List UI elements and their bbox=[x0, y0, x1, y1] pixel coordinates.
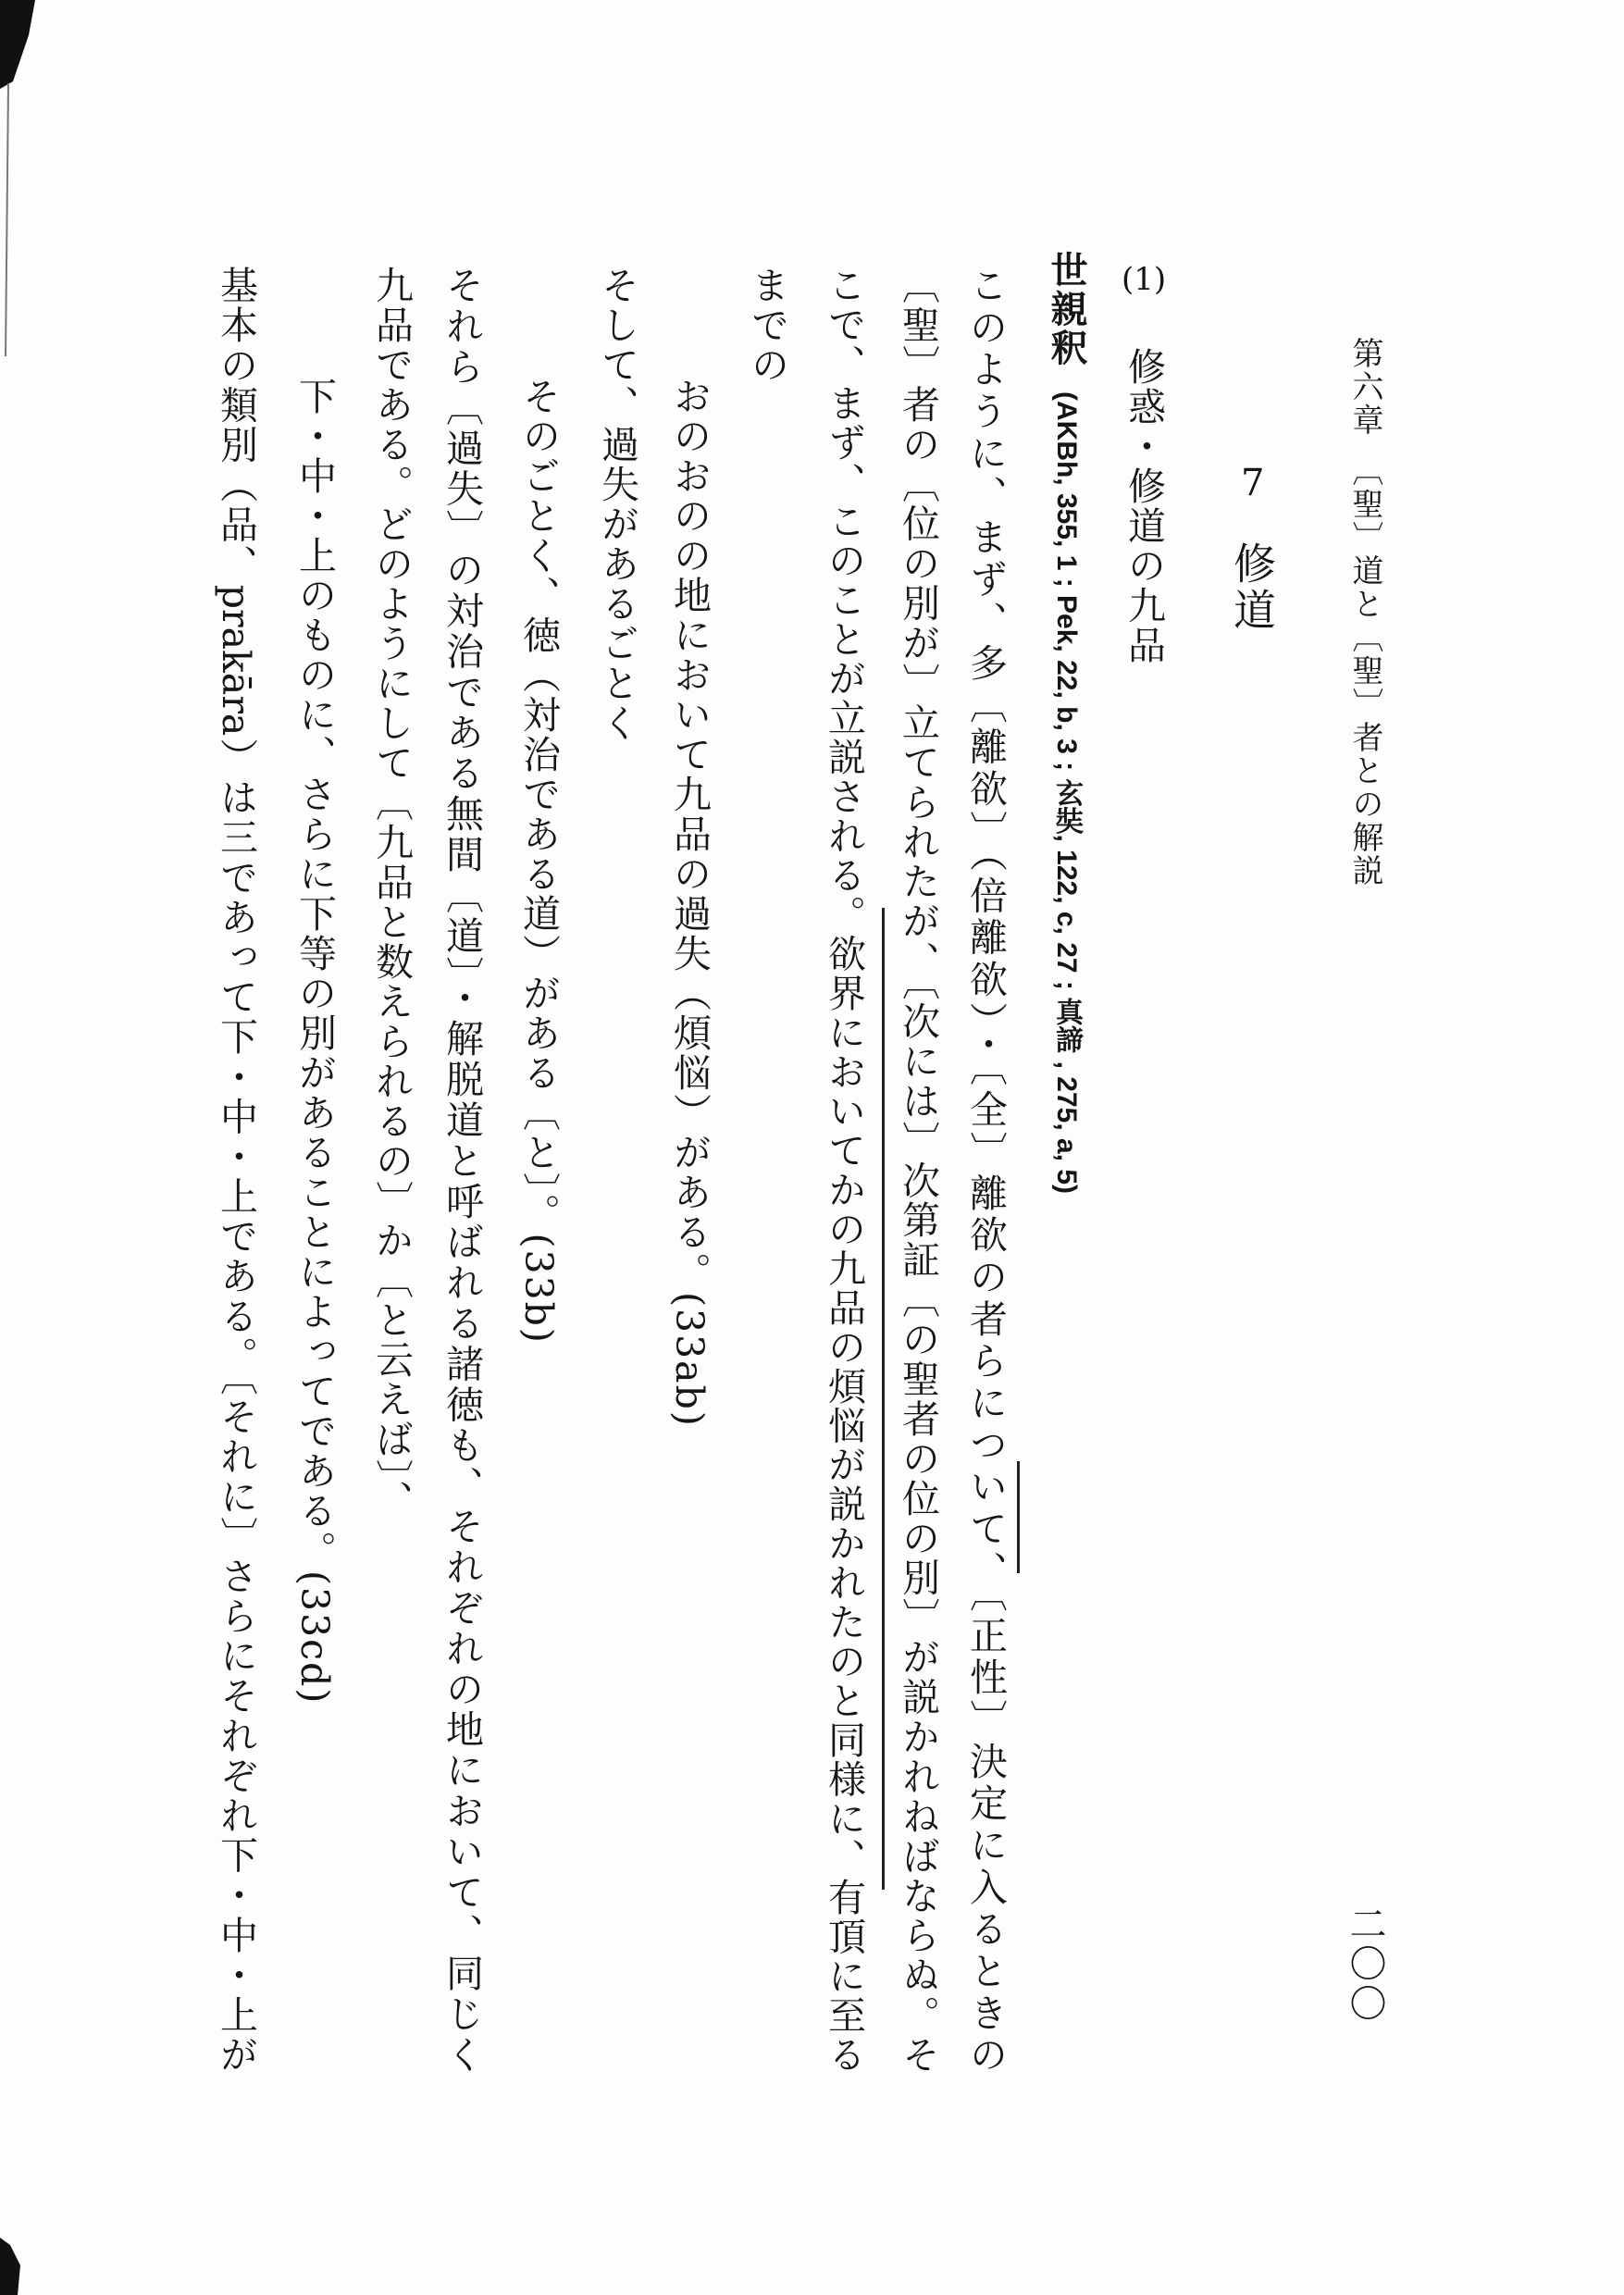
verse-line: そのごとく、徳（対治である道）がある〔と〕。(33b) bbox=[516, 377, 561, 1345]
body-line: そして、過失があるごとく bbox=[595, 266, 639, 743]
commentary-reference: (AKBh, 355, 1 ; Pek, 22, b, 3 ; 玄奘, 122, c, 27 ; 真諦 , 275, a, 5) bbox=[1051, 391, 1082, 1195]
body-line: 基本の類別（品、prakāra）は三であって下・中・上である。〔それに〕さらにそれぞれ下・中・上が bbox=[214, 266, 258, 2073]
page-number: 二〇〇 bbox=[1344, 1904, 1386, 2024]
body-line: 九品である。どのようにして〔九品と数えられるの〕か〔と云えば〕、 bbox=[369, 266, 414, 1520]
body-line: このように、まず、多〔離欲〕（倍離欲）・〔全〕離欲の者らについて、〔正性〕決定に入るときの bbox=[963, 266, 1008, 2073]
body-line: までの bbox=[745, 266, 789, 385]
running-head: 第六章 〔聖〕道と〔聖〕者との解説 bbox=[1346, 337, 1383, 887]
subsection-title: 修惑・修道の九品 bbox=[1122, 347, 1166, 665]
verse-line: 下・中・上のものに、さらに下等の別があることによってである。(33cd) bbox=[292, 377, 337, 1706]
section-title: 修道 bbox=[1227, 541, 1277, 634]
sideline bbox=[1017, 1461, 1020, 1573]
subsection-number: (1) bbox=[1122, 261, 1167, 298]
body-line: こで、まず、このことが立説される。欲界においてかの九品の煩悩が説かれたのと同様に、有頂に至る bbox=[822, 266, 866, 2073]
body-line: それら〔過失〕の対治である無間〔道〕・解脱道と呼ばれる諸徳も、それぞれの地において、同じく bbox=[440, 266, 484, 2073]
scan-edge-mark bbox=[0, 0, 37, 361]
commentary-label: 世親釈 bbox=[1045, 251, 1087, 367]
sideline bbox=[882, 908, 885, 1890]
section-number: 7 bbox=[1241, 462, 1265, 504]
verse-line: おのおのの地において九品の過失（煩悩）がある。(33ab) bbox=[667, 377, 712, 1428]
scan-edge-mark bbox=[0, 2238, 28, 2295]
body-line: 〔聖〕者の〔位の別が〕立てられたが、〔次には〕次第証〔の聖者の位の別〕が説かれねばならぬ。そ bbox=[896, 266, 940, 2074]
